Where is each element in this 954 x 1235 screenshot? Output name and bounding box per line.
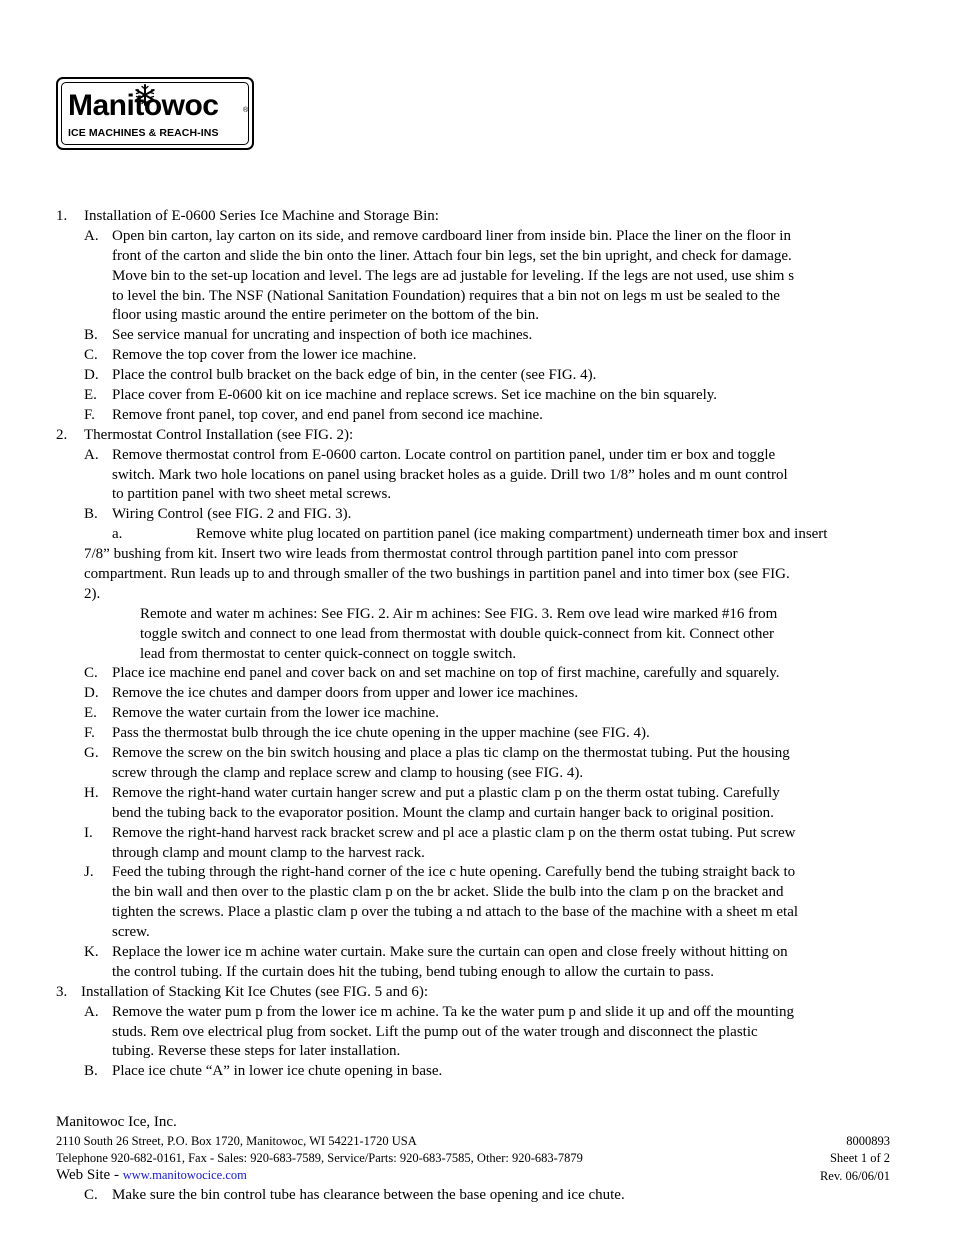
list-item-line [56,267,901,287]
paragraph-line [56,565,901,585]
paragraph-line [56,585,901,605]
footer-address: 2110 South 26 Street, P.O. Box 1720, Manitowoc, WI 54221-1720 USA [56,1134,417,1148]
logo-tagline: ICE MACHINES & REACH-INS [68,127,219,139]
sub-text: Remove white plug located on partition panel (ice making compartment) underneath timer box and insert [196,526,828,543]
item-text: Feed the tubing through the right-hand corner of the ice c hute opening. Carefully bend the tubing straight back to [112,864,796,881]
item-text: studs. Rem ove electrical plug from socket. Lift the pump out of the water trough and disconnect the plastic [112,1023,758,1040]
list-item-line [56,505,901,525]
item-text: Place the control bulb bracket on the back edge of bin, in the center (see FIG. 4). [112,367,597,384]
instructions-body [56,207,901,1082]
list-item-line [56,744,901,764]
item-text: the control tubing. If the curtain does hit the tubing, bend tubing enough to allow the curtain to pass. [112,963,714,980]
item-text: Remove the right-hand water curtain hanger screw and put a plastic clam p on the therm ostat tubing. Carefully [112,784,780,801]
list-item-line [56,923,901,943]
section-title: Installation of Stacking Kit Ice Chutes (see FIG. 5 and 6): [81,983,429,1000]
item-text: floor using mastic around the entire perimeter on the bottom of the bin. [112,307,539,324]
item-letter: G. [84,745,99,762]
item-text: tighten the screws. Place a plastic clam p over the tubing a nd attach to the base of the machine with a sheet m etal [112,904,799,921]
line-text: 2). [84,585,101,602]
list-item-line [56,1062,901,1082]
item-text: front of the carton and slide the bin onto the liner. Attach four bin legs, set the bin upright, and check for damage. [112,247,792,264]
list-item-line [56,963,901,983]
list-item-line [56,346,901,366]
list-item-line [56,883,901,903]
list-item-line [56,664,901,684]
item-letter: E. [84,705,97,722]
list-item-line [56,366,901,386]
section-1-heading [56,207,901,227]
list-item-line [56,406,901,426]
item-text: through clamp and mount clamp to the harvest rack. [112,844,425,861]
section-1-items [56,227,901,426]
item-letter: D. [84,685,99,702]
paragraph-line [56,625,901,645]
item-letter: I. [84,824,93,841]
list-item-line [56,485,901,505]
line-text: 7/8” bushing from kit. Insert two wire leads from thermostat control through partition panel into com pressor [84,546,738,563]
line-text: lead from thermostat to center quick-connect on toggle switch. [140,645,517,662]
wiring-step-a-first [56,525,901,545]
section-3-heading [56,983,901,1003]
item-text: Place ice machine end panel and cover back on and set machine on top of first machine, carefully and squarely. [112,665,780,682]
paragraph-line [56,545,901,565]
item-text: switch. Mark two hole locations on panel using bracket holes as a guide. Drill two 1/8” holes and m ount control [112,466,788,483]
item-letter: A. [84,1003,99,1020]
item-letter: E. [84,387,97,404]
section-title: Installation of E-0600 Series Ice Machine and Storage Bin: [84,208,439,224]
footer-web-label: Web Site - [56,1167,123,1183]
page-footer [56,1114,896,1184]
item-letter: J. [84,864,94,881]
item-text: to partition panel with two sheet metal screws. [112,486,392,503]
item-text: Pass the thermostat bulb through the ice chute opening in the upper machine (see FIG. 4). [112,725,650,742]
item-text: Replace the lower ice m achine water curtain. Make sure the curtain can open and close freely without hitting on [112,943,788,960]
item-text: See service manual for uncrating and inspection of both ice machines. [112,327,533,344]
list-item-line [56,466,901,486]
item-text: screw through the clamp and replace screw and clamp to housing (see FIG. 4). [112,764,584,781]
footer-phone: Telephone 920-682-0161, Fax - Sales: 920-683-7589, Service/Parts: 920-683-7585, Other: 920-683-7879 [56,1151,583,1165]
list-item-line [56,227,901,247]
item-letter: B. [84,1063,98,1080]
item-letter: C. [84,1187,98,1203]
item-letter: A. [84,446,99,463]
list-item-line [56,704,901,724]
list-item-line [56,903,901,923]
item-letter: F. [84,725,95,742]
item-text: Place ice chute “A” in lower ice chute opening in base. [112,1063,443,1080]
item-text: screw. [112,924,150,941]
item-text: Move bin to the set-up location and level. The legs are ad justable for leveling. If the legs are not used, use shim s [112,267,795,284]
item-text: Remove the right-hand harvest rack bracket screw and pl ace a plastic clam p on the therm ostat tubing. Put screw [112,824,796,841]
list-item-line [56,724,901,744]
line-text: Remote and water m achines: See FIG. 2. Air m achines: See FIG. 3. Rem ove lead wire marked #16 from [140,605,778,622]
item-letter: H. [84,784,99,801]
list-item-line [56,684,901,704]
item-text: Remove the ice chutes and damper doors from upper and lower ice machines. [112,685,579,702]
item-letter: B. [84,327,98,344]
section-number: 2. [56,426,68,443]
list-item-line [56,804,901,824]
list-item-line [56,1042,901,1062]
section-number: 1. [56,208,68,224]
list-item-line [56,1023,901,1043]
wiring-step-b-lines [56,605,901,665]
item-text: Open bin carton, lay carton on its side, and remove cardboard liner from inside bin. Place the liner on the floor in [112,227,791,244]
list-item-line [56,446,901,466]
list-item-line [56,247,901,267]
list-item-line [56,326,901,346]
item-text: bend the tubing back to the evaporator position. Mount the clamp and curtain hanger back to original position. [112,804,774,821]
doc-number: 8000893 [846,1134,890,1148]
item-text: tubing. Reverse these steps for later installation. [112,1043,401,1060]
item-text: Remove front panel, top cover, and end panel from second ice machine. [112,406,543,423]
line-text: compartment. Run leads up to and through smaller of the two bushings in partition panel and into timer box (see FIG. [84,566,790,583]
item-text: Make sure the bin control tube has clearance between the base opening and ice chute. [112,1187,625,1203]
item-text: Remove the water pum p from the lower ice m achine. Ta ke the water pum p and slide it up and off the mounting [112,1003,794,1020]
manitowoc-logo [56,77,254,150]
section-number: 3. [56,983,68,1000]
list-item-line [56,784,901,804]
item-text: Remove thermostat control from E-0600 carton. Locate control on partition panel, under tim er box and toggle [112,446,776,463]
item-letter: K. [84,943,99,960]
item-text: the bin wall and then over to the plastic clam p on the br acket. Slide the bulb into the clam p on the bracket and [112,884,784,901]
sub-marker: a. [112,526,123,543]
item-letter: F. [84,406,95,423]
item-letter: A. [84,227,99,244]
item-text: Place cover from E-0600 kit on ice machine and replace screws. Set ice machine on the bin squarely. [112,387,718,404]
wiring-step-a-lines [56,545,901,605]
item-text: Remove the screw on the bin switch housing and place a plas tic clamp on the thermostat tubing. Put the housing [112,745,790,762]
footer-company: Manitowoc Ice, Inc. [56,1114,177,1130]
item-text: Remove the top cover from the lower ice machine. [112,347,417,364]
footer-web [56,1167,896,1184]
list-item-line [56,863,901,883]
paragraph-line [56,605,901,625]
registered-mark: ® [243,107,249,114]
item-letter: C. [84,347,98,364]
item-text: Wiring Control (see FIG. 2 and FIG. 3). [112,506,352,523]
revision-date: Rev. 06/06/01 [819,1169,890,1183]
item-text: Remove the water curtain from the lower ice machine. [112,705,439,722]
list-item-line [56,287,901,307]
list-item-line [56,844,901,864]
item-letter: B. [84,506,98,523]
sheet-number: Sheet 1 of 2 [829,1151,890,1165]
item-text: to level the bin. The NSF (National Sanitation Foundation) requires that a bin not on legs m ust be sealed to the [112,287,780,304]
section-2-items-b [56,664,901,982]
item-letter: C. [84,665,98,682]
list-item-line [56,764,901,784]
paragraph-line [56,645,901,665]
list-item-line [56,386,901,406]
list-item-line [56,1003,901,1023]
section-3-items [56,1003,901,1083]
section-2-items-a [56,446,901,526]
logo-brand-name: Manitowoc [68,89,219,122]
list-item-line [56,824,901,844]
section-2-heading [56,426,901,446]
line-text: toggle switch and connect to one lead from thermostat with double quick-connect from kit. Connect other [140,625,774,642]
section-title: Thermostat Control Installation (see FIG. 2): [84,426,354,443]
item-letter: D. [84,367,99,384]
list-item-line [56,943,901,963]
website-link[interactable]: www.manitowocice.com [122,1168,247,1182]
list-item-line [56,306,901,326]
